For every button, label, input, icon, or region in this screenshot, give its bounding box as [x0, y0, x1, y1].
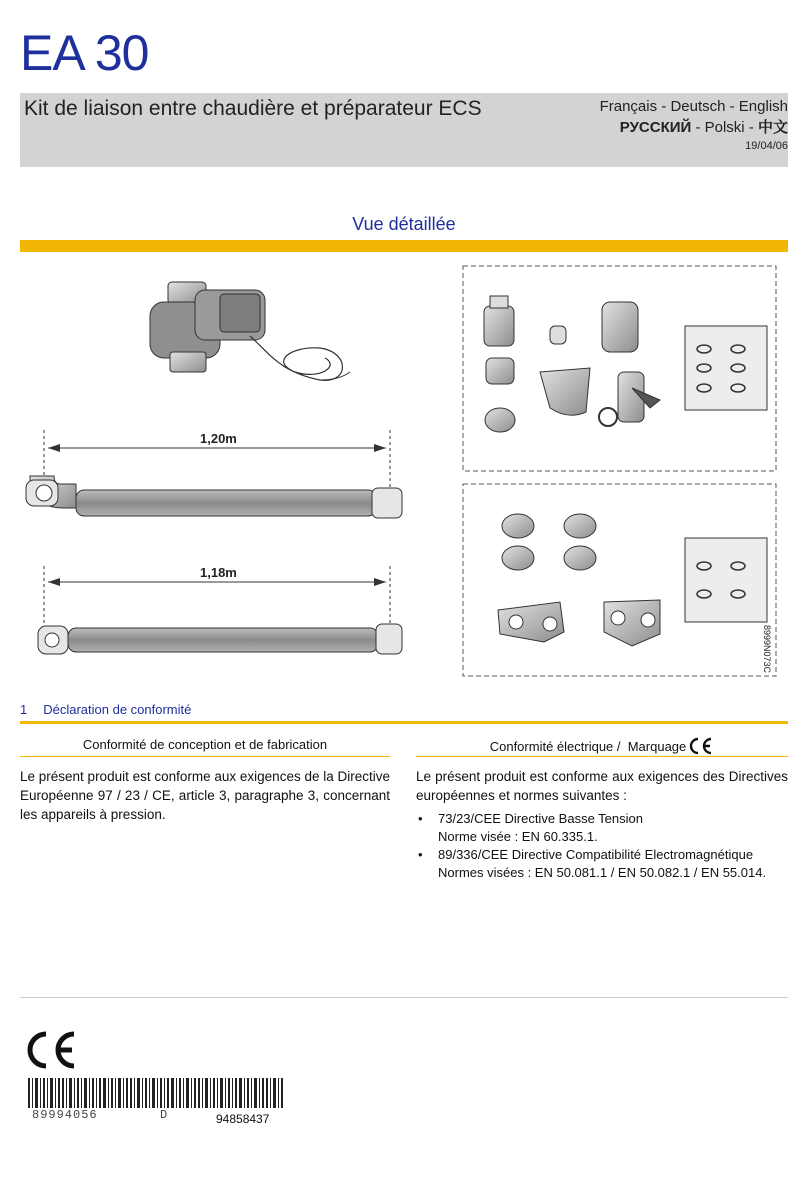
directive-name: • 89/336/CEE Directive Compatibilité Electromagnétique [438, 847, 754, 862]
design-conformity-text: Le présent produit est conforme aux exigences de la Directive Européenne 97 / 23 / CE, article 3, paragraphe 3, concernant les appareils à pression. [20, 769, 390, 822]
figure-reference-code: 8999N073C [762, 625, 772, 674]
column-1-rule [20, 756, 390, 757]
electrical-conformity-heading [416, 737, 788, 755]
language-russian: РУССКИЙ [619, 119, 692, 136]
ce-mark-icon [686, 737, 714, 755]
language-sep: - Polski - [691, 119, 758, 136]
fittings-kit-box [463, 266, 776, 471]
product-subtitle: Kit de liaison entre chaudière et préparateur ECS [24, 97, 482, 120]
ce-logo-icon [20, 1030, 80, 1070]
hose-118 [38, 565, 402, 654]
plugs-tees-kit-box [463, 484, 776, 676]
hose-120 [26, 430, 402, 518]
document-number: 94858437 [216, 1112, 270, 1126]
section-title: Vue détaillée [352, 214, 456, 234]
dimension-label-120: 1,20m [200, 431, 237, 446]
dimension-label-118: 1,18m [200, 565, 237, 580]
barcode-letter: D [160, 1108, 168, 1122]
design-conformity-heading: Conformité de conception et de fabrication [82, 737, 328, 752]
directive-name: • 73/23/CEE Directive Basse Tension [438, 811, 643, 826]
language-chinese: 中文 [757, 118, 788, 136]
model-title: EA 30 [20, 25, 149, 81]
column-2-rule [416, 756, 788, 757]
barcode-number: 89994056 [32, 1108, 98, 1122]
electrical-conformity-heading-text: Conformité électrique / Marquage [489, 739, 687, 754]
section-number: 1 [20, 702, 28, 717]
languages-line-1: Français - Deutsch - English [599, 98, 788, 115]
languages-line-2 [600, 117, 788, 138]
conformity-section-heading [20, 702, 191, 717]
electrical-conformity-intro: Le présent produit est conforme aux exigences des Directives européennes et normes suivantes : [416, 769, 788, 803]
exploded-view-figure [20, 262, 780, 682]
yellow-divider [20, 240, 788, 252]
circulator-pump [150, 282, 350, 380]
directive-standard: Norme visée : EN 60.335.1. [438, 829, 598, 844]
directive-list [416, 810, 788, 882]
barcode [28, 1078, 288, 1108]
directive-item [416, 846, 788, 882]
document-date: 19/04/06 [745, 140, 788, 152]
directive-item [416, 810, 788, 846]
directive-standard: Normes visées : EN 50.081.1 / EN 50.082.1 / EN 55.014. [438, 865, 767, 880]
language-list [600, 97, 788, 138]
section-heading-text: Déclaration de conformité [43, 702, 192, 717]
section-divider [20, 721, 788, 724]
footer-divider [20, 997, 788, 998]
